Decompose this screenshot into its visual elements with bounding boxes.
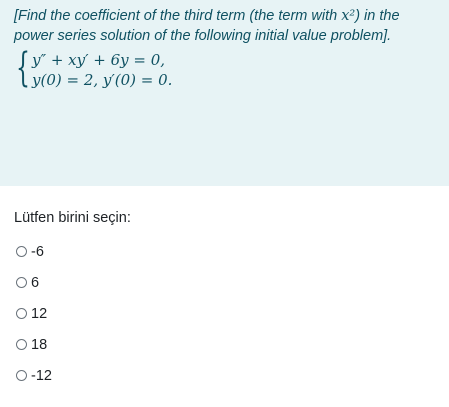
option-label[interactable]: -6 (31, 243, 44, 260)
answer-area (0, 186, 449, 407)
answer-option[interactable] (16, 360, 52, 391)
answer-options (16, 236, 52, 391)
answer-option[interactable] (16, 298, 52, 329)
radio-button[interactable] (16, 277, 27, 288)
option-label[interactable]: 18 (31, 336, 48, 353)
radio-button[interactable] (16, 308, 27, 319)
term-math: x² (341, 8, 356, 24)
question-text-end: ) in the power series solution of the following initial value problem]. (14, 8, 400, 44)
radio-button[interactable] (16, 370, 27, 381)
answer-option[interactable] (16, 267, 52, 298)
radio-button[interactable] (16, 246, 27, 257)
answer-option[interactable] (16, 329, 52, 360)
answer-option[interactable] (16, 236, 52, 267)
equation-system (14, 45, 435, 98)
brace-symbol: { (16, 45, 30, 91)
question-text (14, 6, 434, 46)
option-label[interactable]: 6 (31, 274, 40, 291)
option-label[interactable]: -12 (31, 367, 52, 384)
differential-equation: y″ + xy′ + 6y = 0, (32, 51, 166, 69)
option-label[interactable]: 12 (31, 305, 48, 322)
answer-prompt: Lütfen birini seçin: (14, 210, 131, 226)
radio-button[interactable] (16, 339, 27, 350)
initial-conditions: y(0) = 2, y′(0) = 0. (32, 71, 173, 89)
question-box (0, 0, 449, 186)
question-text-start: [Find the coefficient of the third term (the term with (14, 8, 342, 24)
